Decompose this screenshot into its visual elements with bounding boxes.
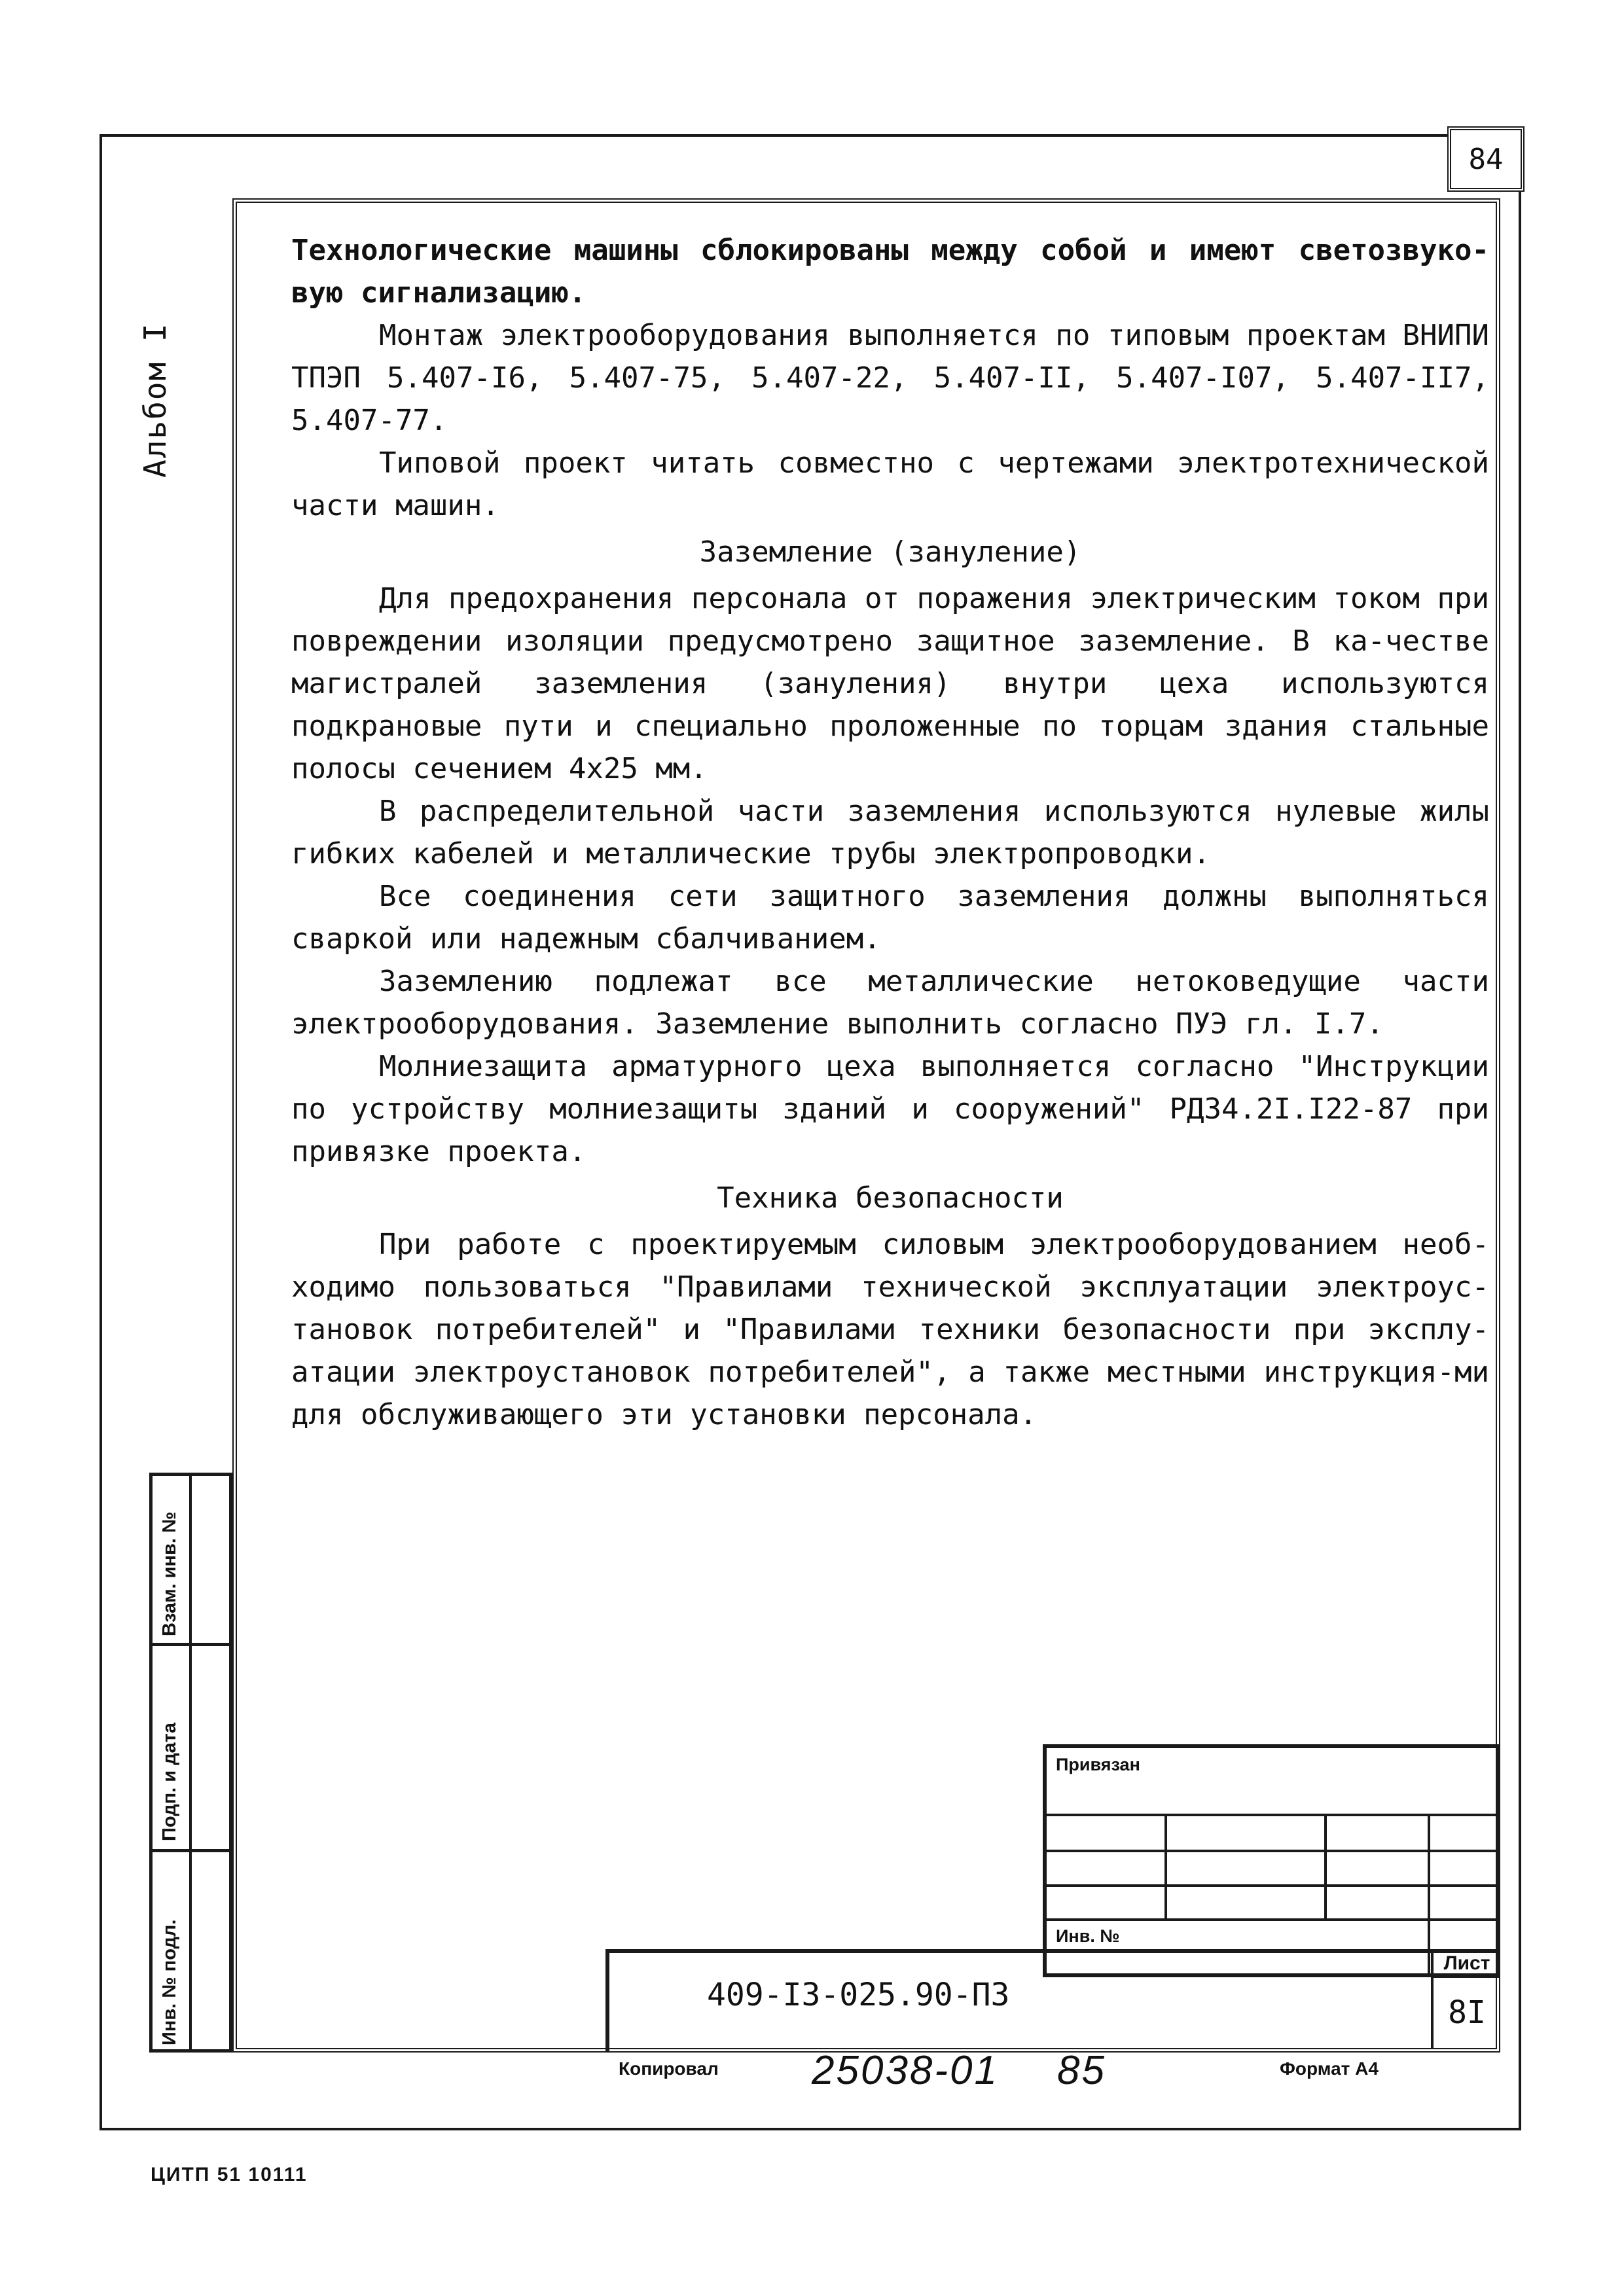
page-number: 84	[1447, 126, 1525, 192]
print-code: ЦИТП 51 10111	[151, 2164, 308, 2185]
section-heading-grounding: Заземление (зануление)	[699, 535, 1081, 569]
document-body	[291, 229, 1507, 1436]
paragraph-2: Монтаж электрооборудования выполняется по типовым проектам ВНИПИ ТПЭП 5.407-I6, 5.407-75, 5.407-22, 5.407-II, 5.407-I07, 5.407-II7, 5.407-77.	[291, 319, 1507, 437]
paragraph-3: Типовой проект читать совместно с чертежами электротехнической части машин.	[291, 446, 1507, 522]
paragraph-5: В распределительной части заземления используются нулевые жилы гибких кабелей и металлические трубы электропроводки.	[291, 795, 1507, 870]
sheet-number: 8I	[1431, 1977, 1500, 2049]
side-stamp-cell-inventory: Инв. № подл.	[159, 1919, 180, 2045]
format-label: Формат А4	[1280, 2058, 1379, 2079]
handwritten-number: 25038-01	[812, 2048, 1000, 2093]
paragraph-9: При работе с проектируемым силовым электрооборудованием необ-ходимо пользоваться "Правилами технической эксплуатации электроус-тановок потребителей" и "Правилами техники безопасности при эксплу-атации электроустановок потребителей", а также местными инструкция-ми для обслуживающего эти установки персонала.	[291, 1228, 1507, 1431]
side-stamp-cell-signature: Подп. и дата	[159, 1723, 180, 1841]
handwritten-page: 85	[1057, 2048, 1106, 2093]
document-designation: 409-I3-025.90-ПЗ	[707, 1977, 1010, 2013]
copied-label: Копировал	[619, 2058, 719, 2079]
inventory-label: Инв. №	[1056, 1926, 1120, 1946]
side-stamp-cell-replace: Взам. инв. №	[159, 1511, 180, 1636]
paragraph-7: Заземлению подлежат все металлические нетоковедущие части электрооборудования. Заземление выполнить согласно ПУЭ гл. I.7.	[291, 965, 1507, 1041]
sheet-label: Лист	[1431, 1949, 1500, 1978]
paragraph-8: Молниезащита арматурного цеха выполняется согласно "Инструкции по устройству молниезащиты зданий и сооружений" РД34.2I.I22-87 при привязке проекта.	[291, 1050, 1507, 1168]
attached-label: Привязан	[1056, 1755, 1140, 1774]
section-heading-safety: Техника безопасности	[717, 1181, 1064, 1215]
title-block	[1043, 1744, 1500, 1977]
side-stamp	[149, 1473, 232, 2053]
paragraph-1: Технологические машины сблокированы между собой и имеют светозвуко-вую сигнализацию.	[291, 234, 1489, 310]
paragraph-4: Для предохранения персонала от поражения электрическим током при повреждении изоляции предусмотрено защитное заземление. В ка-честве магистралей заземления (зануления) внутри цеха используются подкрановые пути и специально проложенные по торцам здания стальные полосы сечением 4x25 мм.	[291, 582, 1507, 785]
album-label: Альбом I	[137, 322, 173, 478]
paragraph-6: Все соединения сети защитного заземления должны выполняться сваркой или надежным сбалчиванием.	[291, 880, 1507, 956]
